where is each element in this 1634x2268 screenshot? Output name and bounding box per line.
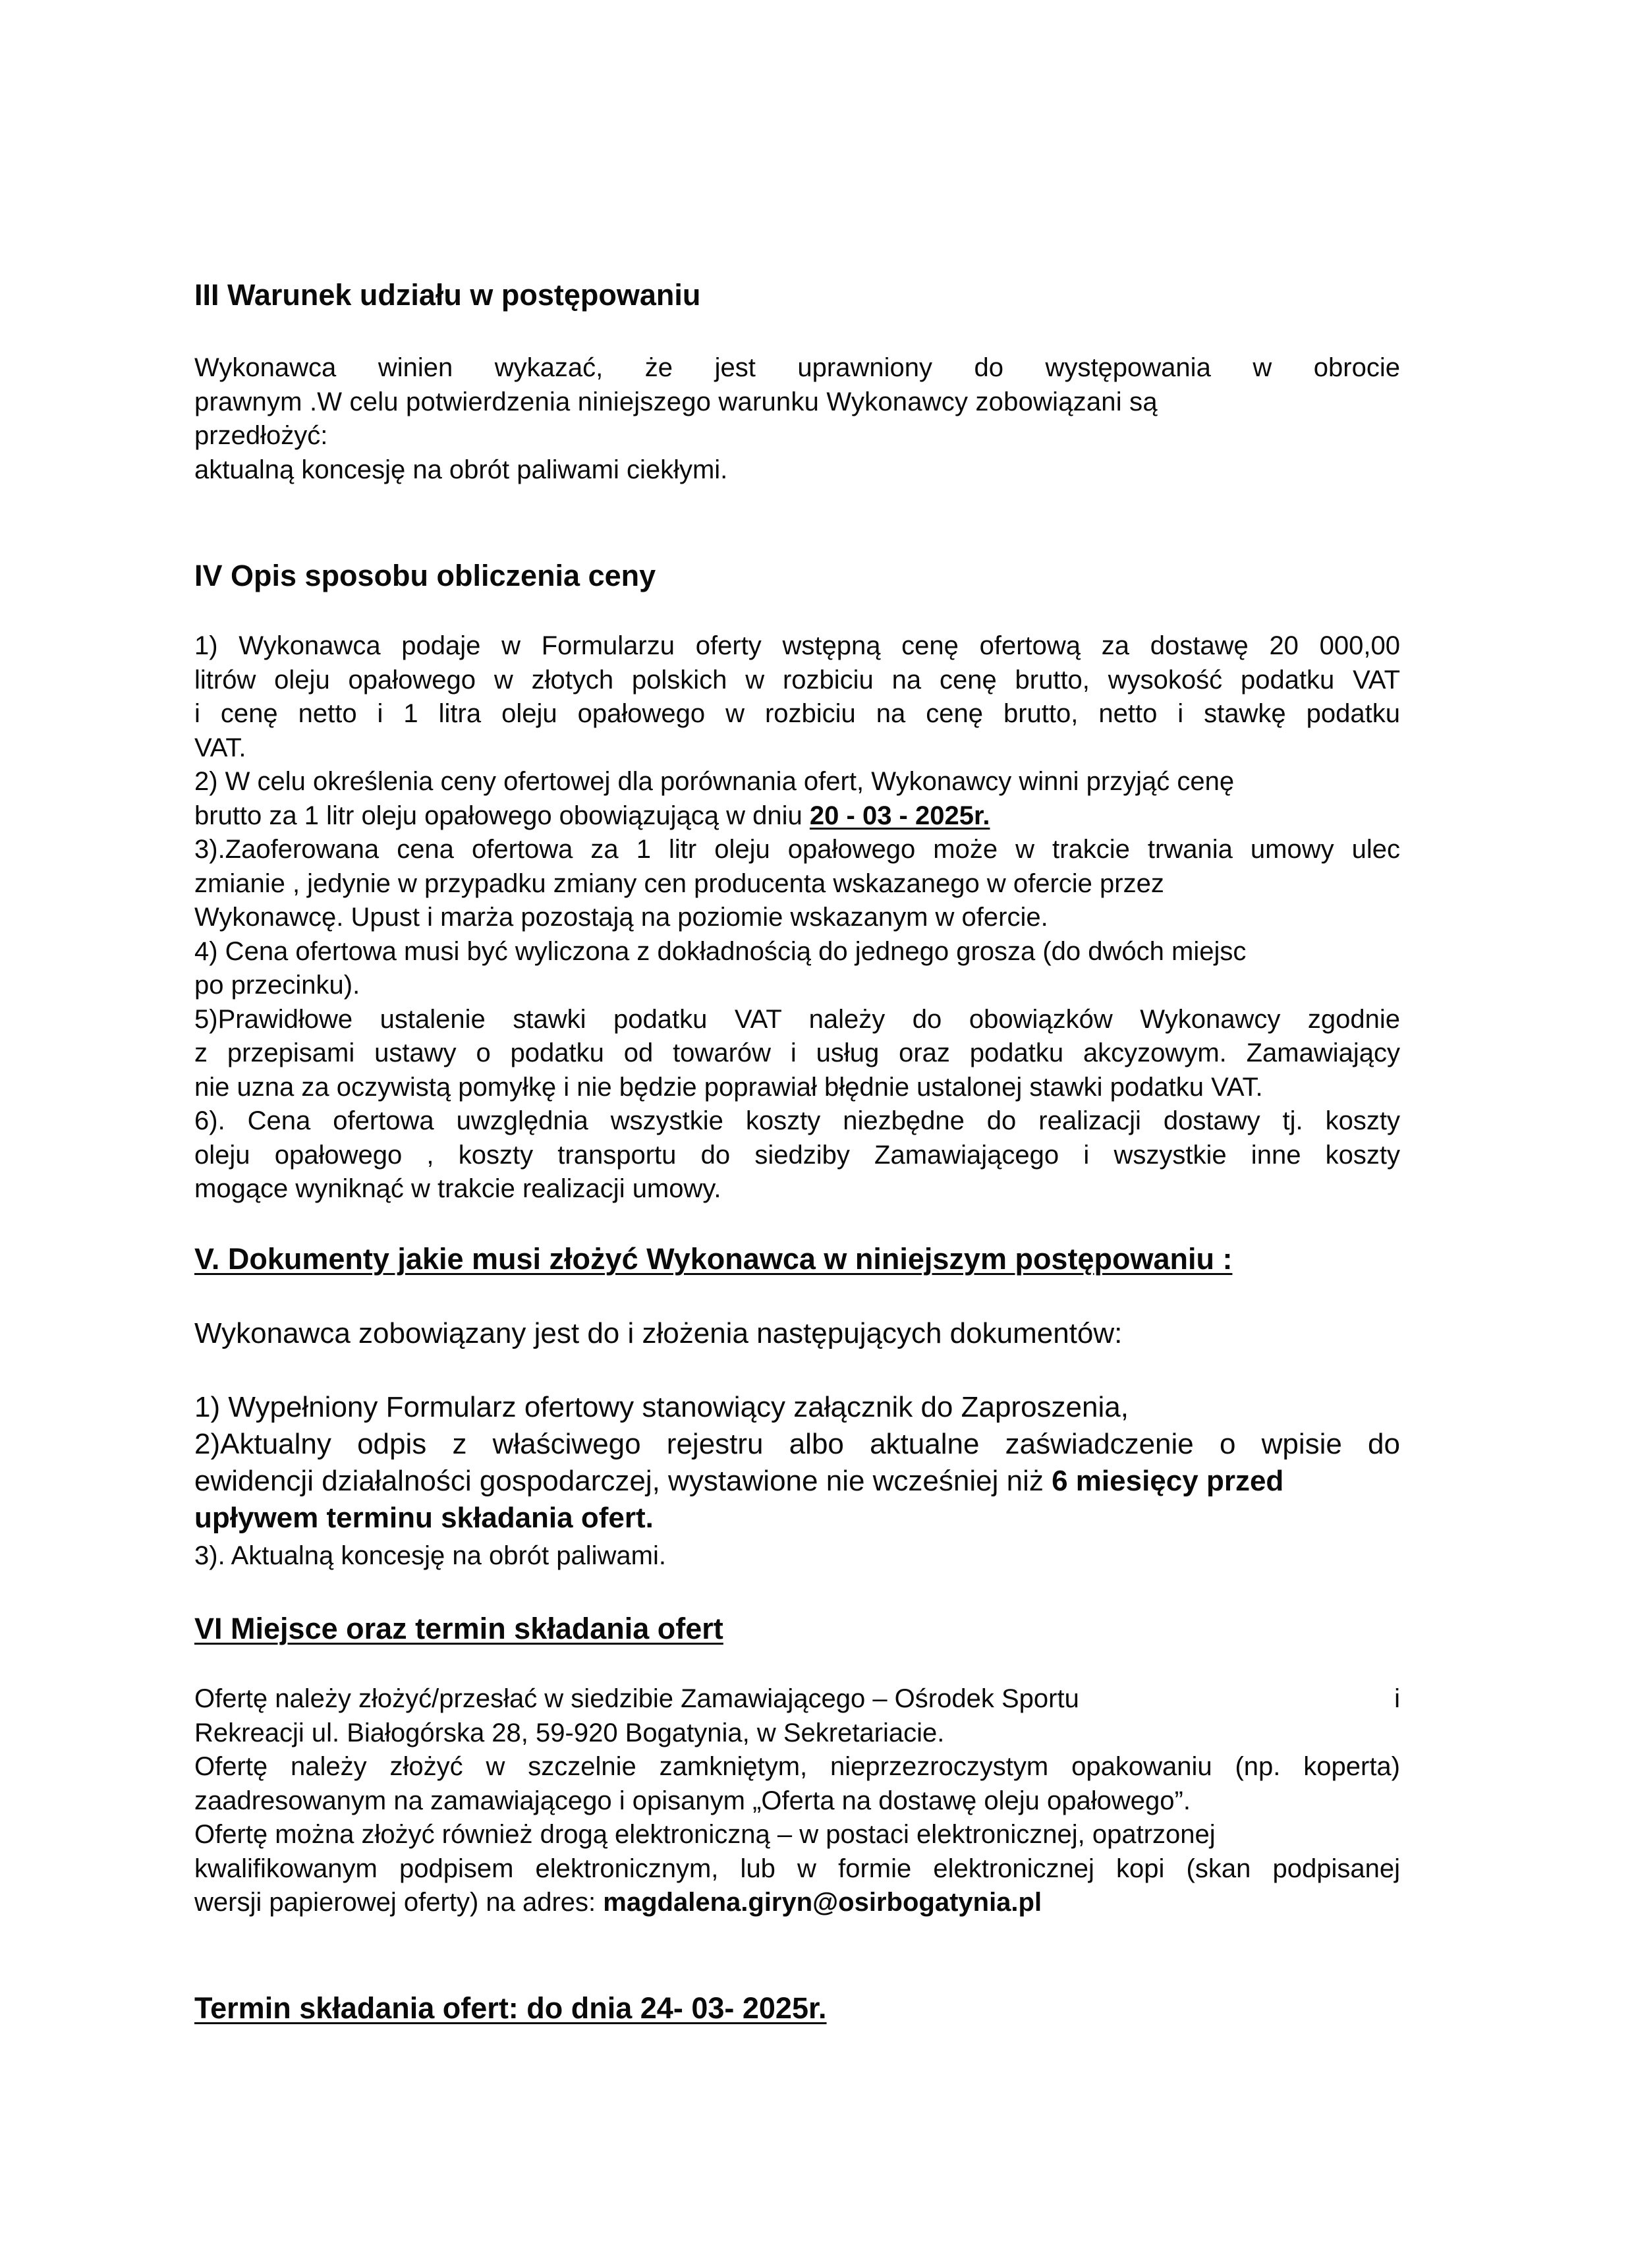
section-3-line: Wykonawca winien wykazać, że jest uprawniony do występowania w obrocie xyxy=(194,353,1400,382)
section-5-intro: Wykonawca zobowiązany jest do i złożenia następujących dokumentów: xyxy=(194,1317,1123,1349)
paragraph-6-line: oleju opałowego , koszty transportu do siedziby Zamawiającego i wszystkie inne koszty xyxy=(194,1140,1400,1170)
paragraph-1-line: i cenę netto i 1 litra oleju opałowego w rozbiciu na cenę brutto, netto i stawkę podatku xyxy=(194,699,1400,728)
paragraph-2-line: 2) W celu określenia ceny ofertowej dla porównania ofert, Wykonawcy winni przyjąć cenę xyxy=(194,767,1235,796)
section-3-line: aktualną koncesję na obrót paliwami ciekłymi. xyxy=(194,455,728,484)
section-5-heading: V. Dokumenty jakie musi złożyć Wykonawca w niniejszym postępowaniu : xyxy=(194,1242,1233,1276)
section-6-line: kwalifikowanym podpisem elektronicznym, lub w formie elektronicznej kopi (skan podpisanej xyxy=(194,1854,1400,1883)
paragraph-1-line: 1) Wykonawca podaje w Formularzu oferty wstępną cenę ofertową za dostawę 20 000,00 xyxy=(194,631,1400,660)
paragraph-4-line: 4) Cena ofertowa musi być wyliczona z dokładnością do jednego grosza (do dwóch miejsc xyxy=(194,936,1247,966)
section-6-text: wersji papierowej oferty) na adres: xyxy=(194,1888,604,1917)
document-item-2-line: 2)Aktualny odpis z właściwego rejestru albo aktualne zaświadczenie o wpisie do xyxy=(194,1428,1400,1460)
section-6-line: Ofertę można złożyć również drogą elektroniczną – w postaci elektronicznej, opatrzonej xyxy=(194,1820,1216,1849)
section-4-body xyxy=(194,629,1400,1206)
paragraph-6-line: mogące wyniknąć w trakcie realizacji umowy. xyxy=(194,1174,721,1203)
document-item-2-text: ewidencji działalności gospodarczej, wystawione nie wcześniej niż xyxy=(194,1465,1052,1497)
section-6-first-line xyxy=(194,1682,1400,1716)
paragraph-3-line: zmianie , jedynie w przypadku zmiany cen producenta wskazanego w ofercie przez xyxy=(194,868,1164,898)
section-6-line: Rekreacji ul. Białogórska 28, 59-920 Bogatynia, w Sekretariacie. xyxy=(194,1718,945,1747)
document-item-2-bold: 6 miesięcy przed xyxy=(1052,1465,1284,1497)
paragraph-1-line: litrów oleju opałowego w złotych polskich w rozbiciu na cenę brutto, wysokość podatku VAT xyxy=(194,665,1400,695)
paragraph-5-line: nie uzna za oczywistą pomyłkę i nie będzie poprawiał błędnie ustalonej stawki podatku VAT. xyxy=(194,1072,1263,1102)
paragraph-2-line xyxy=(194,799,1400,834)
paragraph-2-text: brutto za 1 litr oleju opałowego obowiązującą w dniu xyxy=(194,801,810,830)
section-6-body xyxy=(194,1682,1400,1920)
paragraph-6-line: 6). Cena ofertowa uwzględnia wszystkie koszty niezbędne do realizacji dostawy tj. koszty xyxy=(194,1106,1400,1135)
document-item-2-line xyxy=(194,1500,1400,1537)
document-item-3: 3). Aktualną koncesję na obrót paliwami. xyxy=(194,1541,666,1570)
paragraph-5-line: 5)Prawidłowe ustalenie stawki podatku VAT należy do obowiązków Wykonawcy zgodnie xyxy=(194,1004,1400,1034)
section-3-line: prawnym .W celu potwierdzenia niniejszego warunku Wykonawcy zobowiązani są xyxy=(194,387,1158,416)
paragraph-3-line: Wykonawcę. Upust i marża pozostają na poziomie wskazanym w ofercie. xyxy=(194,903,1048,932)
section-6-line: Ofertę należy złożyć w szczelnie zamkniętym, nieprzezroczystym opakowaniu (np. koperta) xyxy=(194,1752,1400,1781)
document-item-2-line xyxy=(194,1463,1400,1500)
section-3-heading: III Warunek udziału w postępowaniu xyxy=(194,278,701,312)
reference-date: 20 - 03 - 2025r. xyxy=(809,801,990,830)
section-3-line: przedłożyć: xyxy=(194,421,328,450)
section-6-line: zaadresowanym na zamawiającego i opisanym „Oferta na dostawę oleju opałowego”. xyxy=(194,1786,1191,1815)
submission-deadline: Termin składania ofert: do dnia 24- 03- 2025r. xyxy=(194,1991,827,2025)
section-5-list xyxy=(194,1389,1400,1537)
paragraph-4-line: po przecinku). xyxy=(194,971,360,1000)
document-item-1: 1) Wypełniony Formularz ofertowy stanowiący załącznik do Zaproszenia, xyxy=(194,1391,1129,1423)
paragraph-1-line: VAT. xyxy=(194,733,246,762)
section-4-heading: IV Opis sposobu obliczenia ceny xyxy=(194,559,656,592)
section-6-heading: VI Miejsce oraz termin składania ofert xyxy=(194,1612,723,1645)
section-6-line: Ofertę należy złożyć/przesłać w siedzibie Zamawiającego – Ośrodek Sportu xyxy=(194,1684,1079,1713)
section-6-line-end: i xyxy=(1394,1684,1400,1713)
contact-email[interactable]: magdalena.giryn@osirbogatynia.pl xyxy=(603,1888,1042,1917)
document-item-2-bold: upływem terminu składania ofert. xyxy=(194,1502,654,1534)
paragraph-3-line: 3).Zaoferowana cena ofertowa za 1 litr oleju opałowego może w trakcie trwania umowy ulec xyxy=(194,835,1400,864)
section-6-line xyxy=(194,1886,1400,1920)
section-3-body xyxy=(194,351,1400,487)
paragraph-5-line: z przepisami ustawy o podatku od towarów i usług oraz podatku akcyzowym. Zamawiający xyxy=(194,1038,1400,1067)
